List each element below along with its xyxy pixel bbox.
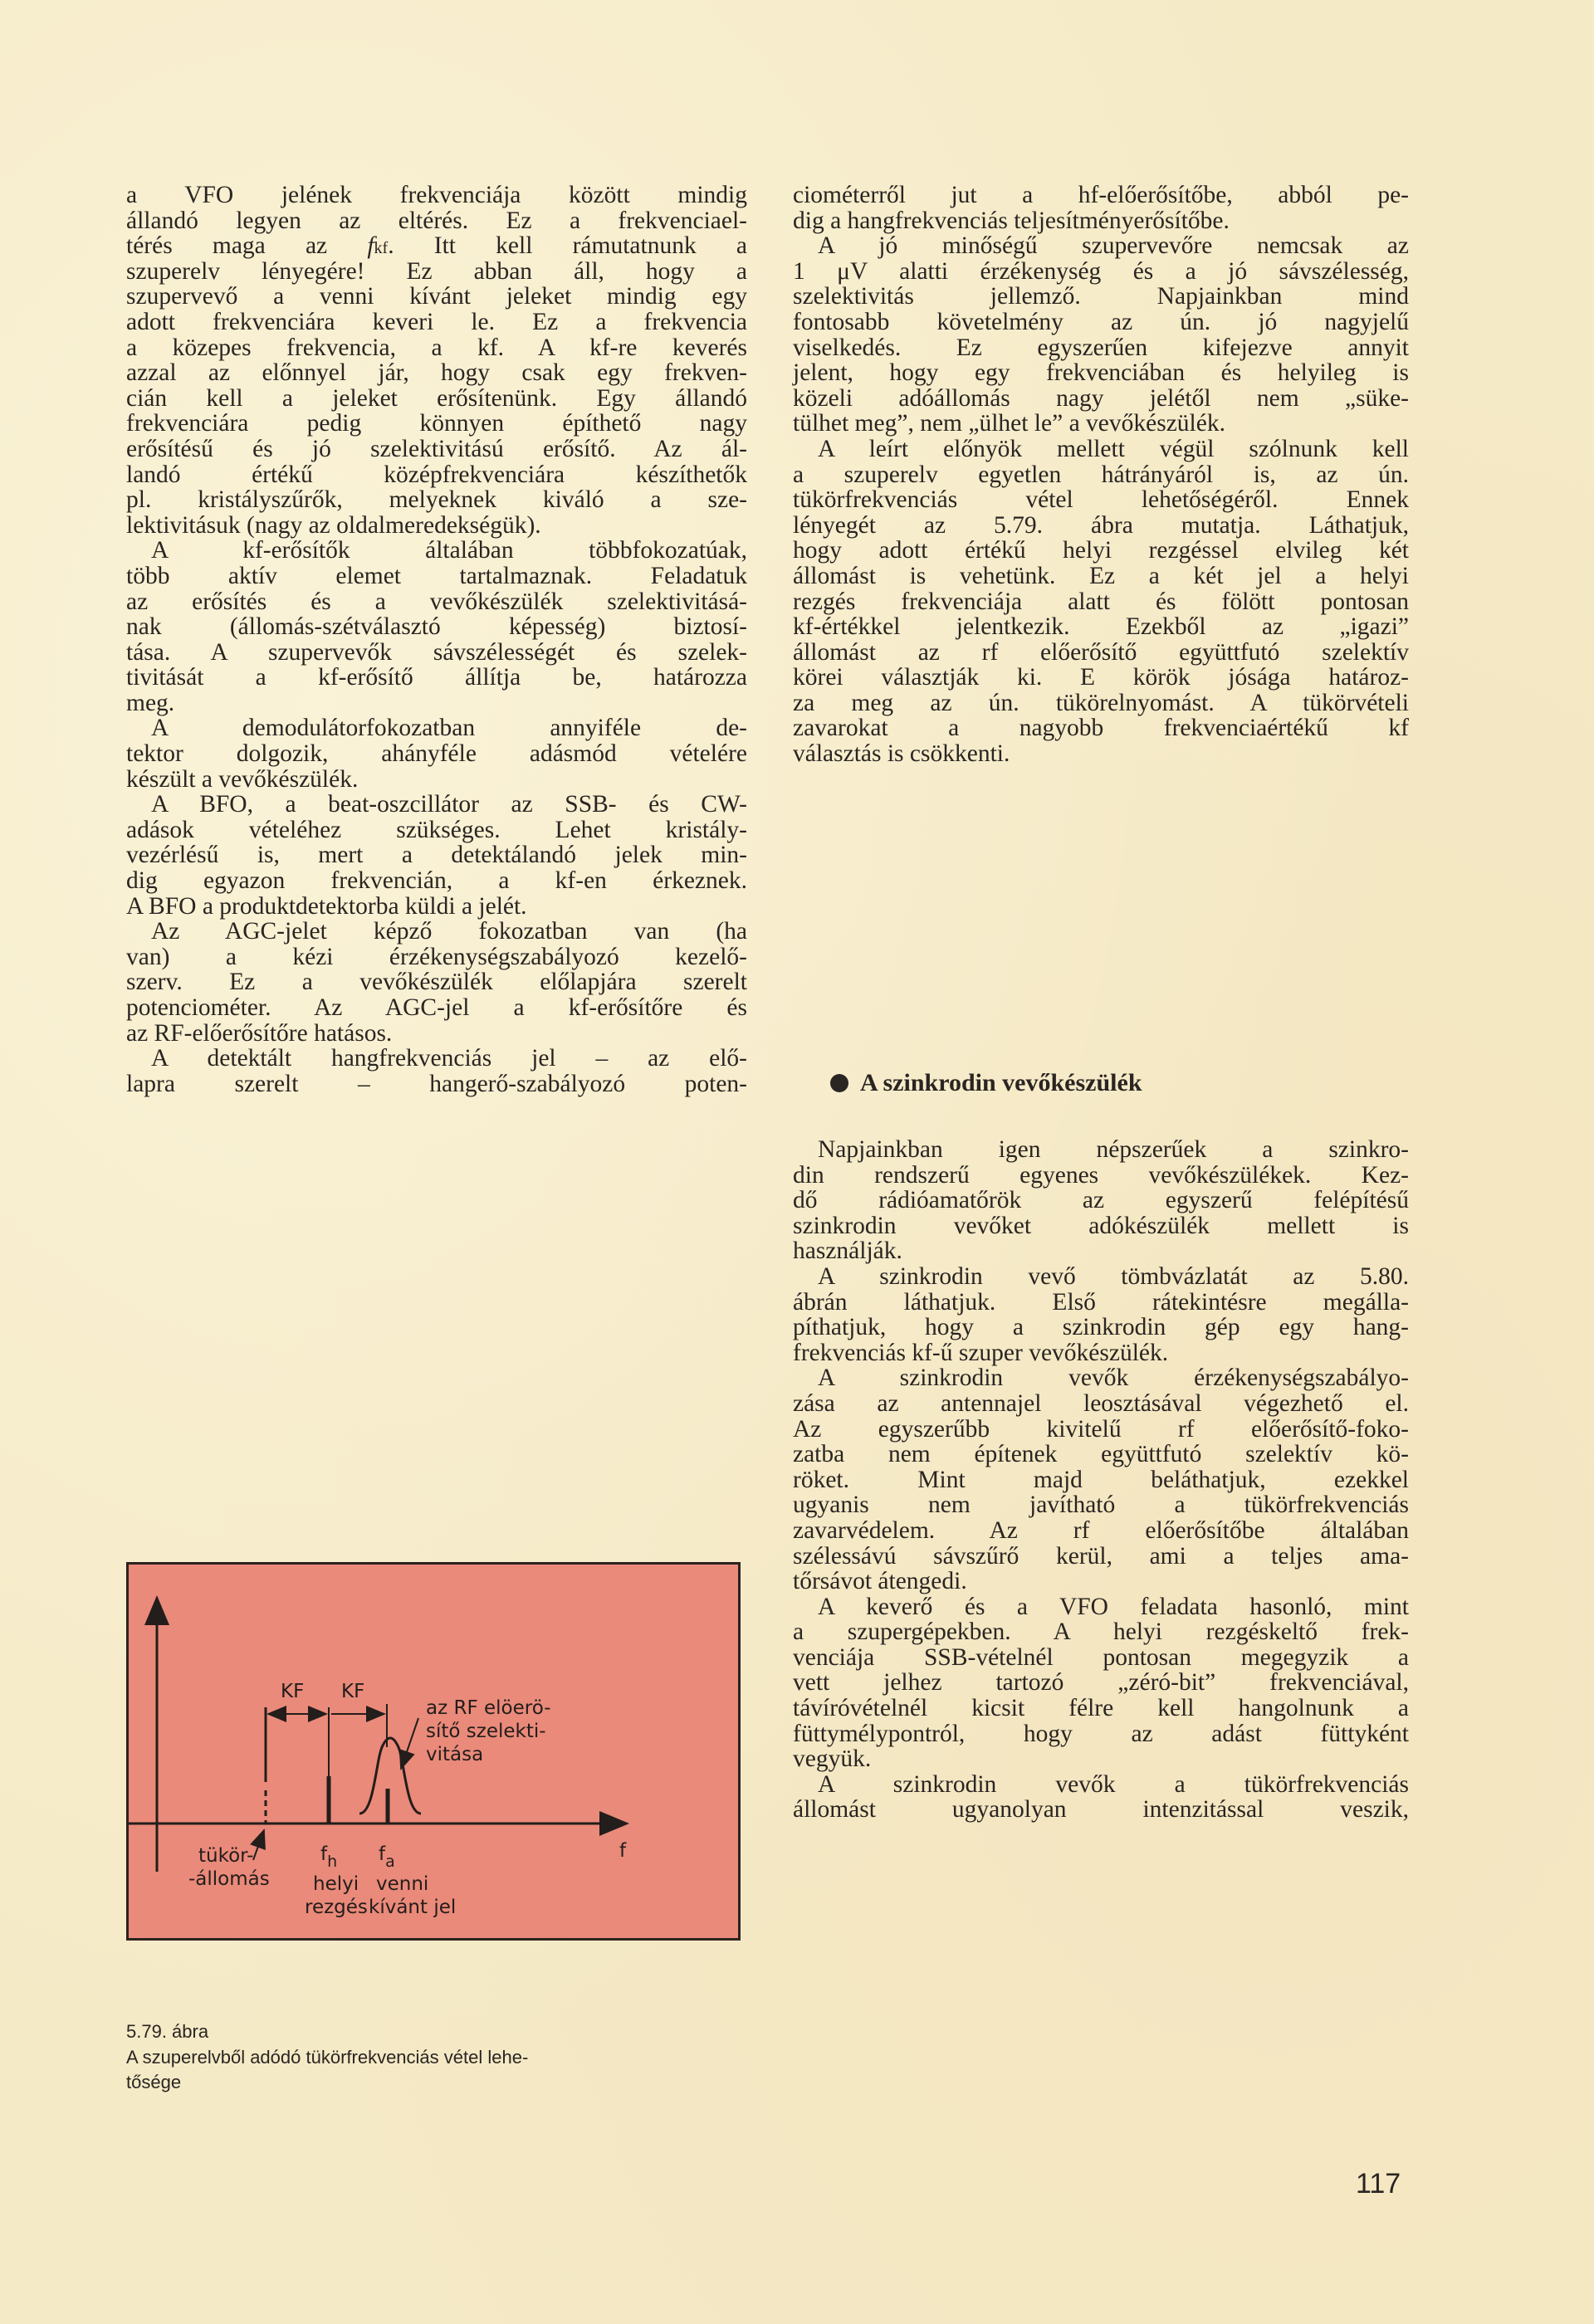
text-line: Az egyszerűbb kivitelű rf előerősítő-foko- [793, 1415, 1409, 1443]
text-line: dig egyazon frekvencián, a kf-en érkeznek. [126, 867, 747, 895]
text-line: az RF-előerősítőre hatásos. [126, 1019, 393, 1047]
text-line: vegyük. [793, 1745, 872, 1773]
text-line: A jó minőségű szupervevőre nemcsak az [818, 232, 1409, 260]
text-line: adások vételéhez szükséges. Lehet kristály- [126, 816, 747, 843]
annotation-line3: vitása [426, 1744, 484, 1765]
fh-label: $f_h$ [320, 1843, 338, 1871]
text-line: távíróvételnél kicsit félre kell hangolnunk a [793, 1695, 1409, 1722]
text-line: állandó legyen az eltérés. Ez a frekvenciael- [126, 207, 747, 234]
text-line: kf-értékkel jelentkezik. Ezekből az „igazi” [793, 613, 1409, 641]
text-line: venciája SSB-vételnél pontosan megegyzik a [793, 1643, 1409, 1671]
text-line: Az AGC-jelet képző fokozatban van (ha [151, 918, 747, 945]
left-text-column [126, 183, 747, 1096]
text-line: frekvenciás kf-ű szuper vevőkészülék. [793, 1339, 1169, 1366]
text-line: A keverő és a VFO feladata hasonló, mint [818, 1593, 1409, 1620]
text-line: az erősítés és a vevőkészülék szelektivitásá- [126, 588, 747, 615]
text-line: zatba nem építenek együttfutó szelektív kö- [793, 1441, 1409, 1468]
text-line: pl. kristályszűrők, melyeknek kiváló a sze- [126, 486, 747, 514]
caption-line1: A szuperelvből adódó tükörfrekvenciás vétel lehe- [126, 2047, 529, 2068]
text-line: ugyanis nem javítható a tükörfrekvenciás [793, 1492, 1409, 1519]
figure-caption [126, 2019, 741, 2095]
text-line: a szuperelv egyetlen hátrányáról is, az ún. [793, 461, 1409, 488]
text-line: használják. [793, 1238, 902, 1265]
section-heading [830, 1069, 1142, 1097]
text-line: a közepes frekvencia, a kf. A kf-re keverés [126, 334, 747, 361]
text-line: szinkrodin vevőket adókészülék mellett is [793, 1212, 1409, 1239]
text-line: tása. A szupervevők sávszélességét és szelek- [126, 638, 747, 666]
text-line: A BFO a produktdetektorba küldi a jelét. [126, 892, 527, 920]
text-line: szupervevő a venni kívánt jeleket mindig egy [126, 283, 747, 310]
text-line: dő rádióamatőrök az egyszerű felépítésű [793, 1187, 1409, 1214]
text-line: viselkedés. Ez egyszerűen kifejezve annyit [793, 334, 1409, 361]
fa-desc-line1: venni [376, 1873, 429, 1895]
fa-desc-line2: kívánt jel [369, 1897, 457, 1918]
text-line: meg. [126, 689, 175, 716]
text-line: din rendszerű egyenes vevőkészülékek. Kez- [793, 1161, 1409, 1189]
text-line: hogy adott értékű helyi rezgéssel elvileg két [793, 537, 1409, 564]
right-text-column-part1 [793, 183, 1409, 767]
bullet-icon [830, 1074, 848, 1092]
kf-label-left: KF [281, 1681, 305, 1702]
text-line: szélessávú sávszűrő kerül, ami a teljes ama- [793, 1542, 1409, 1570]
text-line: Napjainkban igen népszerűek a szinkro- [818, 1136, 1409, 1163]
text-line: a VFO jelének frekvenciája között mindig [126, 182, 747, 208]
axis-f-label: f [619, 1840, 627, 1862]
text-line: vett jelhez tartozó „zéró-bit” frekvenciával, [793, 1669, 1409, 1697]
text-line: állomást is vehetünk. Ez a két jel a helyi [793, 562, 1409, 589]
text-line: ciométerről jut a hf-előerősítőbe, abból pe- [793, 182, 1409, 208]
text-line: A demodulátorfokozatban annyiféle de- [151, 715, 747, 742]
text-line: jelent, hogy egy frekvenciában és helyileg is [793, 359, 1409, 387]
text-line: tükörfrekvenciás vétel lehetőségéről. Ennek [793, 486, 1409, 514]
kf-label-right: KF [341, 1681, 365, 1702]
text-line: több aktív elemet tartalmaznak. Feladatuk [126, 562, 747, 589]
page-number: 117 [1356, 2168, 1401, 2200]
annotation-line1: az RF elöerö- [426, 1697, 551, 1719]
section-heading-text: A szinkrodin vevőkészülék [860, 1069, 1142, 1096]
text-line: tivitását a kf-erősítő állítja be, határozza [126, 664, 747, 691]
text-line: frekvenciára pedig könnyen építhető nagy [126, 410, 747, 437]
text-line: van) a kézi érzékenységszabályozó kezelő- [126, 943, 747, 970]
text-line: rezgés frekvenciája alatt és fölött pontosan [793, 588, 1409, 615]
text-line: A BFO, a beat-oszcillátor az SSB- és CW- [151, 791, 747, 818]
text-line: cián kell a jeleket erősítenünk. Egy állandó [126, 384, 747, 412]
fh-desc-line2: rezgés [305, 1897, 368, 1918]
text-line: zavarvédelem. Az rf előerősítőbe általában [793, 1516, 1409, 1544]
text-line: A leírt előnyök mellett végül szólnunk kell [818, 435, 1409, 462]
spectrum-diagram [129, 1565, 743, 1943]
text-line: A szinkrodin vevők érzékenységszabályo- [818, 1365, 1409, 1392]
fh-desc-line1: helyi [313, 1873, 359, 1895]
annotation-line2: sítő szelekti- [426, 1721, 546, 1742]
text-line: zása az antennajel leosztásával végezhető el. [793, 1389, 1409, 1417]
text-line: 1 μV alatti érzékenység és a jó sávszélesség, [793, 257, 1409, 285]
text-line: fontosabb követelmény az ún. jó nagyjelű [793, 308, 1409, 335]
text-line: tülhet meg”, nem „ülhet le” a vevőkészülék. [793, 410, 1225, 437]
text-line: szerv. Ez a vevőkészülék előlapjára szerelt [126, 969, 747, 996]
image-station-line1: tükör- [198, 1845, 254, 1867]
text-line: térés maga az fkf. Itt kell rámutatnunk a [126, 232, 747, 260]
text-line: píthatjuk, hogy a szinkrodin gép egy hang- [793, 1314, 1409, 1341]
right-text-column-part2 [793, 1137, 1409, 1823]
text-line: potenciométer. Az AGC-jel a kf-erősítőre és [126, 994, 747, 1021]
image-station-line2: -állomás [188, 1868, 270, 1890]
text-line: zavarokat a nagyobb frekvenciaértékű kf [793, 715, 1409, 742]
fa-label: $f_a$ [379, 1843, 395, 1871]
figure-number: 5.79. ábra [126, 2021, 209, 2042]
text-line: erősítésű és jó szelektivitású erősítő. Az ál- [126, 435, 747, 462]
text-line: azzal az előnnyel jár, hogy csak egy frekven- [126, 359, 747, 387]
text-line: állomást az rf előerősítő együttfutó szelektív [793, 638, 1409, 666]
selectivity-curve [359, 1738, 421, 1814]
text-line: za meg az ún. tükörelnyomást. A tükörvételi [793, 689, 1409, 716]
text-line: vezérlésű is, mert a detektálandó jelek min- [126, 842, 747, 869]
text-line: füttymélypontról, hogy az adást füttyként [793, 1720, 1409, 1747]
text-line: készült a vevőkészülék. [126, 765, 359, 793]
text-line: landó értékű középfrekvenciára készíthetők [126, 461, 747, 488]
text-line: a szupergépekben. A helyi rezgéskeltő frek- [793, 1618, 1409, 1646]
text-line: választás is csökkenti. [793, 740, 1010, 768]
text-line: lényegét az 5.79. ábra mutatja. Láthatjuk, [793, 511, 1409, 539]
text-line: körei választják ki. E körök jósága határoz- [793, 664, 1409, 691]
text-line: tektor dolgozik, ahányféle adásmód vételére [126, 740, 747, 768]
text-line: ábrán láthatjuk. Első rátekintésre megálla- [793, 1288, 1409, 1316]
text-line: közeli adóállomás nagy jelétől nem „süke- [793, 384, 1409, 412]
text-line: szelektivitás jellemző. Napjainkban mind [793, 283, 1409, 310]
text-line: A szinkrodin vevők a tükörfrekvenciás [818, 1770, 1409, 1798]
text-line: állomást ugyanolyan intenzitással veszik, [793, 1796, 1409, 1824]
text-line: lapra szerelt – hangerő-szabályozó poten- [126, 1070, 747, 1097]
figure-5-79-diagram [126, 1562, 741, 1941]
text-line: A szinkrodin vevő tömbvázlatát az 5.80. [818, 1262, 1409, 1290]
text-line: szuperelv lényegére! Ez abban áll, hogy a [126, 257, 747, 285]
caption-line2: tősége [126, 2072, 182, 2092]
text-line: adott frekvenciára keveri le. Ez a frekvencia [126, 308, 747, 335]
text-line: A kf-erősítők általában többfokozatúak, [151, 537, 747, 564]
text-line: röket. Mint majd beláthatjuk, ezekkel [793, 1466, 1409, 1493]
text-line: nak (állomás-szétválasztó képesség) biztosí- [126, 613, 747, 641]
text-line: dig a hangfrekvenciás teljesítményerősítőbe. [793, 207, 1230, 234]
text-line: A detektált hangfrekvenciás jel – az elő- [151, 1045, 747, 1072]
text-line: lektivitásuk (nagy az oldalmeredekségük). [126, 511, 541, 539]
text-line: tőrsávot átengedi. [793, 1568, 967, 1595]
